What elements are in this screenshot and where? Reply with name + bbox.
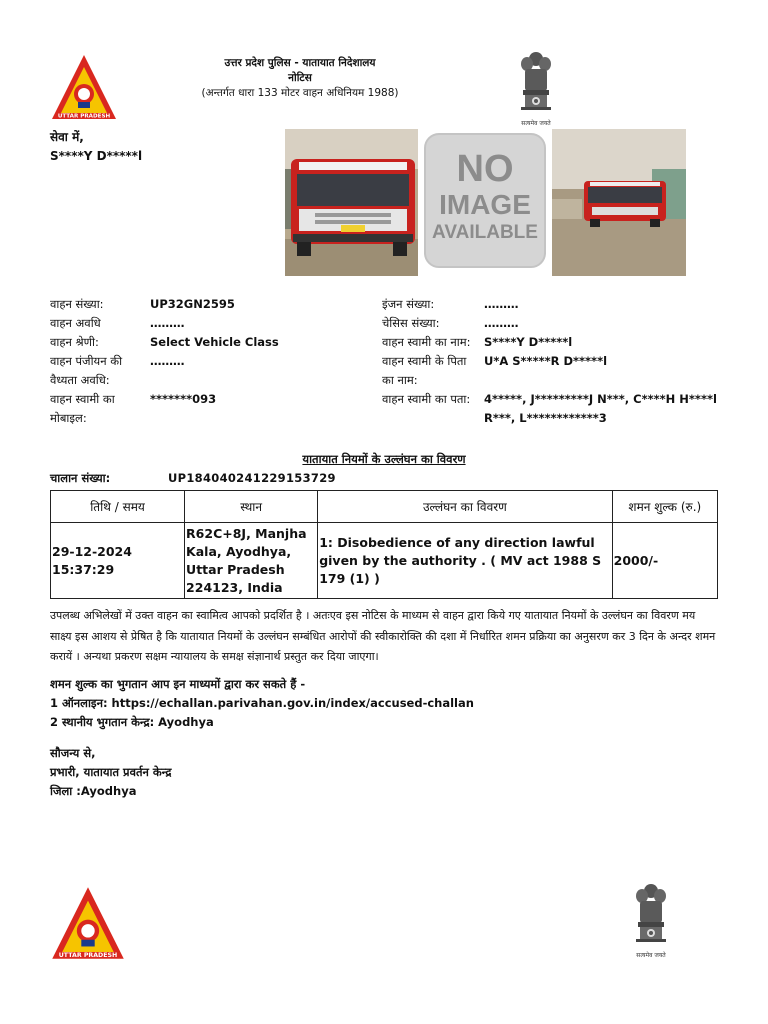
emblem-caption-bottom: सत्यमेव जयते	[636, 952, 666, 959]
col-datetime: तिथि / समय	[51, 491, 185, 523]
col-fine: शमन शुल्क (रु.)	[612, 491, 717, 523]
no-image-placeholder	[422, 129, 548, 276]
recipient-block	[50, 128, 142, 166]
owner-label: वाहन स्वामी का नाम:	[382, 335, 471, 349]
address-value-2: R***, L************3	[484, 411, 607, 425]
payment-block	[50, 675, 474, 732]
violation-time: 15:37:29	[52, 561, 115, 577]
mobile-label-2: मोबाइल:	[50, 411, 87, 425]
signature-line-2: प्रभारी, यातायात प्रवर्तन केन्द्र	[50, 765, 172, 779]
ashoka-lion-icon	[631, 882, 671, 946]
challan-number: UP184040241229153729	[168, 471, 336, 485]
payment-online: 1 ऑनलाइन: https://echallan.parivahan.gov.in/index/accused-challan	[50, 696, 474, 710]
address-value-1: 4*****, J*********J N***, C****H H****l	[484, 392, 717, 406]
mobile-label-1: वाहन स्वामी का	[50, 392, 115, 406]
violation-location: R62C+8J, Manjha Kala, Ayodhya, Uttar Pradesh 224123, India	[185, 523, 318, 599]
reg-label: वाहन संख्या:	[50, 297, 104, 311]
father-label-2: का नाम:	[382, 373, 418, 387]
no-image-text-2: IMAGE	[439, 189, 531, 220]
class-value: Select Vehicle Class	[150, 335, 279, 349]
signature-line-3: जिला :Ayodhya	[50, 784, 137, 798]
engine-label: इंजन संख्या:	[382, 297, 435, 311]
validity-label-1: वाहन पंजीयन की	[50, 354, 123, 368]
header-department: उत्तर प्रदेश पुलिस - यातायात निदेशालय	[224, 57, 376, 69]
national-emblem-bottom	[627, 882, 675, 960]
payment-local: 2 स्थानीय भुगतान केन्द्र: Ayodhya	[50, 715, 214, 729]
violation-date: 29-12-2024	[52, 543, 132, 559]
father-label-1: वाहन स्वामी के पिता	[382, 354, 467, 368]
chassis-value: ………	[484, 316, 519, 330]
col-description: उल्लंघन का विवरण	[318, 491, 612, 523]
class-label: वाहन श्रेणी:	[50, 335, 99, 349]
no-image-text-1: NO	[456, 148, 514, 190]
header-notice: नोटिस	[288, 72, 312, 84]
chassis-label: चेसिस संख्या:	[382, 316, 440, 330]
owner-value: S****Y D*****l	[484, 335, 573, 349]
cell-datetime	[51, 523, 185, 599]
svg-text:UTTAR PRADESH: UTTAR PRADESH	[58, 952, 118, 960]
violation-description: 1: Disobedience of any direction lawful given by the authority . ( MV act 1988 S 179 (1) )	[318, 523, 612, 599]
mobile-value: *******093	[150, 392, 217, 406]
violation-section-title: यातायात नियमों के उल्लंघन का विवरण	[302, 452, 466, 466]
engine-value: ………	[484, 297, 519, 311]
emblem-caption: सत्यमेव जयते	[521, 120, 551, 127]
payment-title: शमन शुल्क का भुगतान आप इन माध्यमों द्वारा कर सकते हैं -	[50, 677, 306, 691]
vehicle-photo-road	[552, 129, 686, 276]
traffic-directorate-logo-bottom	[50, 884, 126, 966]
signature-line-1: सौजन्य से,	[50, 746, 96, 760]
national-emblem	[512, 50, 560, 128]
vehicle-photo-front	[285, 129, 418, 276]
violation-table	[50, 490, 718, 599]
address-label: वाहन स्वामी का पता:	[382, 392, 471, 406]
father-value: U*A S*****R D*****l	[484, 354, 608, 368]
header-section: (अन्तर्गत धारा 133 मोटर वाहन अधिनियम 1988)	[201, 87, 399, 99]
table-header-row	[51, 491, 718, 523]
age-value: ………	[150, 316, 185, 330]
signature-block	[50, 744, 171, 801]
challan-label: चालान संख्या:	[50, 471, 111, 485]
greeting-text: सेवा में,	[50, 130, 84, 144]
validity-value: ………	[150, 354, 185, 368]
no-image-text-3: AVAILABLE	[432, 222, 538, 243]
svg-text:UTTAR PRADESH: UTTAR PRADESH	[57, 113, 111, 120]
col-location: स्थान	[185, 491, 318, 523]
recipient-name: S****Y D*****l	[50, 149, 143, 163]
traffic-directorate-logo	[50, 53, 118, 125]
ashoka-lion-icon	[516, 50, 556, 114]
age-label: वाहन अवधि	[50, 316, 101, 330]
table-row	[51, 523, 718, 599]
notice-header	[180, 56, 420, 101]
violation-fine: 2000/-	[612, 523, 717, 599]
validity-label-2: वैध्यता अवधि:	[50, 373, 110, 387]
notice-paragraph: उपलब्ध अभिलेखों में उक्त वाहन का स्वामित्व आपको प्रदर्शित है । अतःएव इस नोटिस के माध्यम से वाहन द्वारा किये गए यातायात नियमों के उल्लंघन का विवरण मय साक्ष्य इस आशय से प्रेषित है कि यातायात नियमों के उल्लंघन सम्बंधित आरोपों की स्वीकारोक्ति की दशा में निर्धारित शमन प्रक्रिया का अनुसरण कर 3 दिन के अन्दर शमन करायें । अन्यथा प्रकरण सक्षम न्यायालय के समक्ष संज्ञानार्थ प्रस्तुत कर दिया जाएगा।	[50, 609, 716, 663]
reg-value: UP32GN2595	[150, 297, 235, 311]
